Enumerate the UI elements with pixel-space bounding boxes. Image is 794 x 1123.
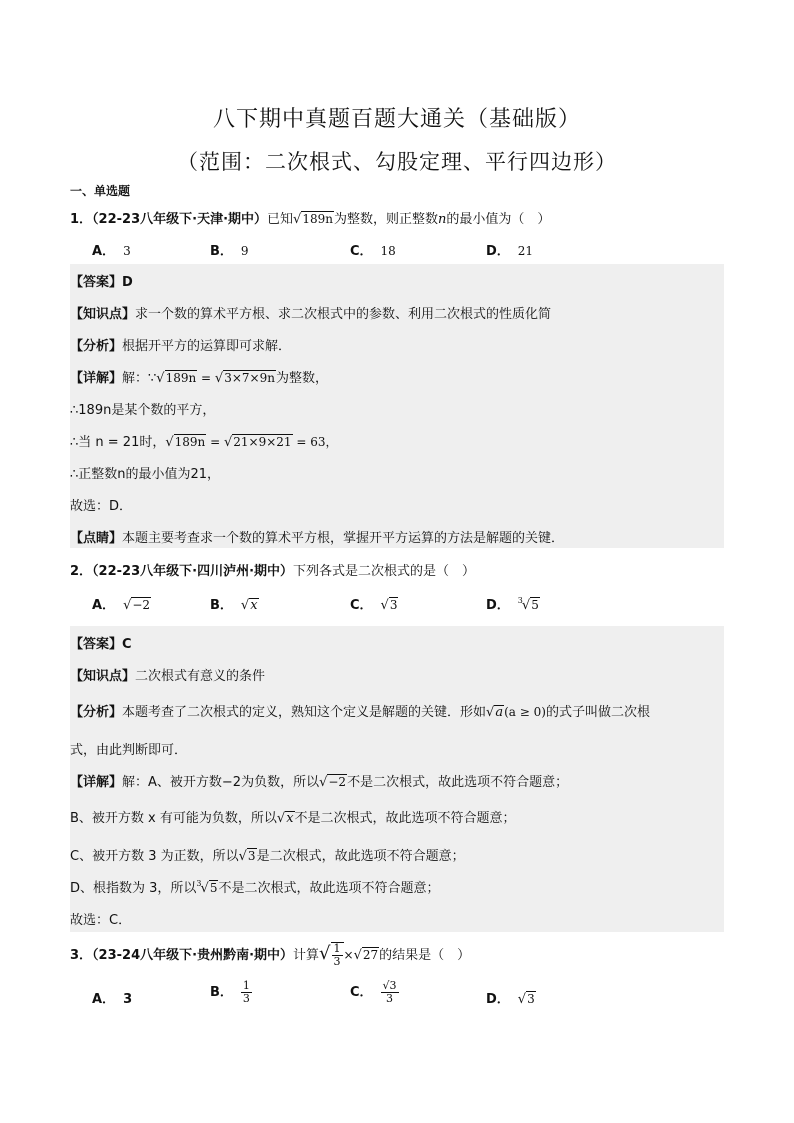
question-source: （22-23八年级下·四川泸州·期中） — [92, 564, 294, 579]
question-source: （23-24八年级下·贵州黔南·期中） — [92, 948, 294, 963]
question-text: 已知 — [267, 212, 294, 227]
option-c[interactable]: C． 18 — [350, 244, 396, 259]
section-heading: 一、单选题 — [70, 184, 131, 198]
detail-line: B、被开方数 x 有可能为负数，所以√x不是二次根式，故此选项不符合题意； — [70, 811, 516, 826]
question-2 — [70, 560, 475, 579]
detail-line: 【详解】解：A、被开方数−2为负数，所以√−2不是二次根式，故此选项不符合题意； — [70, 775, 569, 790]
detail-line: 故选：D． — [70, 499, 133, 514]
comment-line: 【点睛】本题主要考查求一个数的算术平方根，掌握开平方运算的方法是解题的关键． — [70, 531, 565, 546]
question-text: 为整数，则正整数 — [333, 212, 438, 227]
analysis-line: 式，由此判断即可． — [70, 743, 188, 758]
option-d[interactable]: D． $^3$√5 — [486, 596, 539, 613]
option-a[interactable]: A． 3 — [92, 992, 133, 1007]
sqrt-icon: √ — [319, 943, 331, 964]
question-1 — [70, 208, 550, 227]
option-b[interactable]: B． $\frac{1}{3}$ — [210, 979, 250, 1005]
radicand: 189n — [302, 212, 333, 226]
variable: n — [437, 212, 447, 227]
question-3: 3．（23-24八年级下·贵州黔南·期中）计算√ $\frac{1}{3}$ ×√27的结果是（ ） — [70, 942, 471, 968]
answer-line: 【答案】C — [70, 637, 132, 652]
question-source: （22-23八年级下·天津·期中） — [92, 212, 268, 227]
question-number: 3． — [70, 948, 93, 963]
analysis-line: 【分析】本题考查了二次根式的定义，熟知这个定义是解题的关键．形如√a(a ≥ 0)的式子叫做二次根 — [70, 705, 650, 720]
question-text: 的结果是（ ） — [379, 948, 471, 963]
question-text: 下列各式是二次根式的是（ ） — [293, 564, 476, 579]
option-b[interactable]: B． 9 — [210, 244, 249, 259]
option-a[interactable]: A． √−2 — [92, 598, 151, 613]
knowledge-line: 【知识点】二次根式有意义的条件 — [70, 669, 266, 684]
detail-line: D、根指数为 3，所以$^3$√5不是二次根式，故此选项不符合题意； — [70, 879, 440, 896]
knowledge-line: 【知识点】求一个数的算术平方根、求二次根式中的参数、利用二次根式的性质化简 — [70, 307, 552, 322]
question-text: 计算 — [293, 948, 320, 963]
option-d[interactable]: D． 21 — [486, 244, 534, 259]
detail-line: ∴正整数n的最小值为21， — [70, 467, 221, 482]
analysis-line: 【分析】根据开平方的运算即可求解． — [70, 339, 292, 354]
page-subtitle: （范围：二次根式、勾股定理、平行四边形） — [177, 150, 617, 174]
fraction: $\frac{1}{3}$ — [333, 942, 341, 968]
sqrt-icon: √ — [293, 212, 302, 227]
option-b[interactable]: B． √x — [210, 598, 258, 613]
detail-line: ∴当 n = 21时，√189n = √21×9×21 = 63， — [70, 435, 338, 450]
detail-line: 故选：C． — [70, 913, 132, 928]
detail-line: 【详解】解：∵√189n = √3×7×9n为整数， — [70, 371, 328, 386]
option-c[interactable]: C． $\frac{√3}{3}$ — [350, 979, 397, 1005]
question-number: 1． — [70, 212, 93, 227]
detail-line: C、被开方数 3 为正数，所以√3是二次根式，故此选项不符合题意； — [70, 849, 465, 864]
answer-line: 【答案】D — [70, 275, 133, 290]
option-a[interactable]: A． 3 — [92, 244, 131, 259]
detail-line: ∴189n是某个数的平方， — [70, 403, 216, 418]
question-number: 2． — [70, 564, 93, 579]
question-text: 的最小值为（ ） — [446, 212, 551, 227]
option-d[interactable]: D． √3 — [486, 992, 535, 1007]
option-c[interactable]: C． √3 — [350, 598, 398, 613]
page-title: 八下期中真题百题大通关（基础版） — [212, 107, 581, 132]
